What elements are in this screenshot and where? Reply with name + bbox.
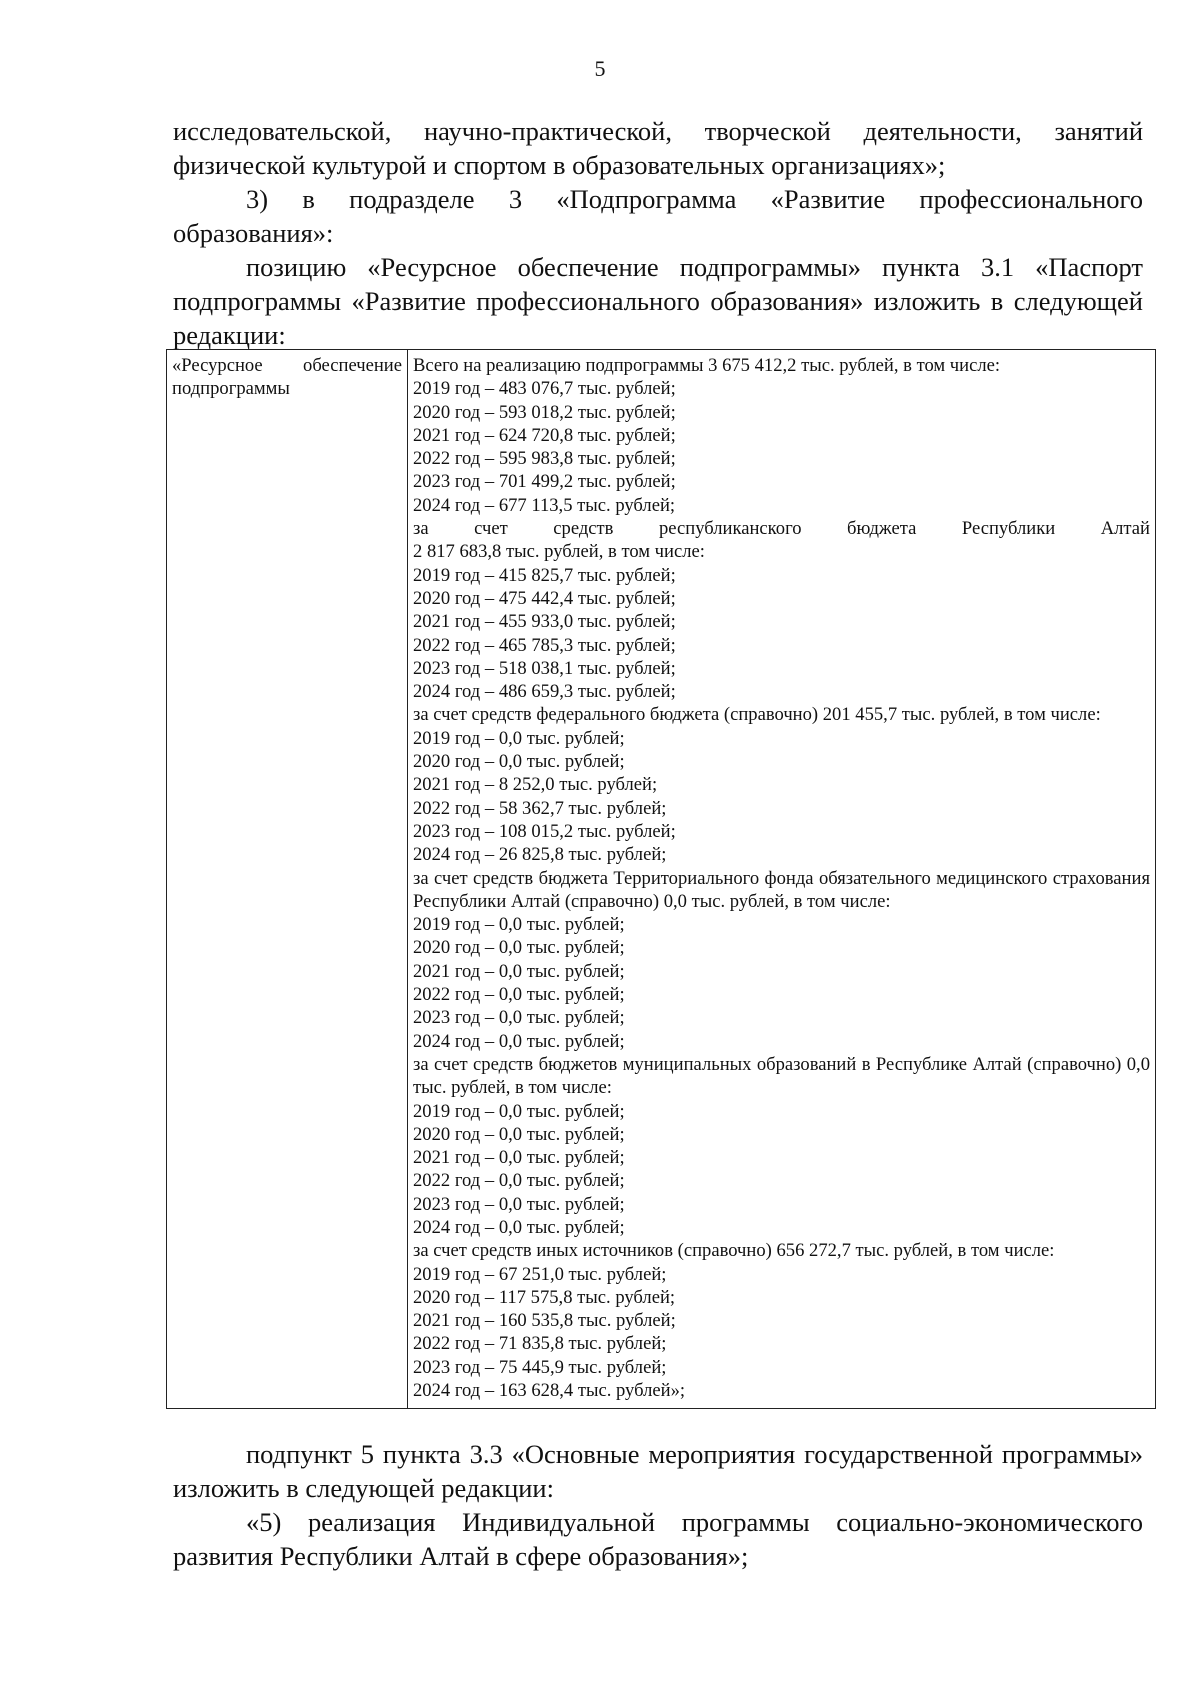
year-line: 2024 год – 0,0 тыс. рублей; (413, 1216, 625, 1238)
federal-years-list (413, 727, 1150, 867)
paragraph-continuation: исследовательской, научно-практической, творческой деятельности, занятий физической культурой и спортом в образовательных организациях»; (173, 116, 1143, 180)
year-line: 2020 год – 593 018,2 тыс. рублей; (413, 401, 676, 423)
year-line: 2019 год – 0,0 тыс. рублей; (413, 727, 625, 749)
page-number: 5 (594, 56, 606, 81)
fund-years-list (413, 913, 1150, 1053)
year-line: 2020 год – 0,0 тыс. рублей; (413, 751, 625, 773)
year-line: 2024 год – 677 113,5 тыс. рублей; (413, 494, 676, 516)
year-line: 2019 год – 67 251,0 тыс. рублей; (413, 1263, 667, 1285)
republic-line-2: 2 817 683,8 тыс. рублей, в том числе: (413, 541, 705, 563)
label-word-resource: «Ресурсное (172, 355, 263, 376)
year-line: 2024 год – 163 628,4 тыс. рублей»; (413, 1380, 686, 1402)
year-line: 2019 год – 0,0 тыс. рублей; (413, 914, 625, 936)
resources-label-cell (167, 350, 408, 1409)
year-line: 2020 год – 117 575,8 тыс. рублей; (413, 1286, 676, 1308)
resources-value-cell (408, 350, 1156, 1409)
year-line: 2021 год – 455 933,0 тыс. рублей; (413, 611, 676, 633)
year-line: 2022 год – 465 785,3 тыс. рублей; (413, 634, 676, 656)
closing-text (173, 1437, 1143, 1573)
municipal-years-list (413, 1100, 1150, 1240)
year-line: 2023 год – 0,0 тыс. рублей; (413, 1007, 625, 1029)
table-row (167, 350, 1156, 1409)
year-line: 2021 год – 0,0 тыс. рублей; (413, 960, 625, 982)
republic-years-list (413, 564, 1150, 704)
municipal-text: за счет средств бюджетов муниципальных образований в Республике Алтай (справочно) 0,0 тыс. рублей, в том числе: (413, 1053, 1150, 1099)
intro-text (173, 114, 1143, 352)
year-line: 2019 год – 415 825,7 тыс. рублей; (413, 564, 676, 586)
other-text: за счет средств иных источников (справочно) 656 272,7 тыс. рублей, в том числе: (413, 1240, 1055, 1262)
total-years-list (413, 377, 1150, 517)
year-line: 2020 год – 475 442,4 тыс. рублей; (413, 587, 676, 609)
year-line: 2023 год – 0,0 тыс. рублей; (413, 1193, 625, 1215)
year-line: 2022 год – 595 983,8 тыс. рублей; (413, 448, 676, 470)
resources-table (166, 349, 1156, 1409)
year-line: 2023 год – 701 499,2 тыс. рублей; (413, 471, 676, 493)
year-line: 2020 год – 0,0 тыс. рублей; (413, 1123, 625, 1145)
paragraph-subsection-3: 3) в подразделе 3 «Подпрограмма «Развитие профессионального образования»: (173, 184, 1143, 248)
republic-line-1: за счет средств республиканского бюджета Республики Алтай (413, 518, 1150, 540)
year-line: 2023 год – 108 015,2 тыс. рублей; (413, 820, 676, 842)
year-line: 2024 год – 26 825,8 тыс. рублей; (413, 844, 667, 866)
year-line: 2022 год – 0,0 тыс. рублей; (413, 1170, 625, 1192)
label-word-provision: обеспечение (303, 355, 402, 376)
year-line: 2021 год – 0,0 тыс. рублей; (413, 1147, 625, 1169)
fund-text: за счет средств бюджета Территориального фонда обязательного медицинского страхования Республики Алтай (справочно) 0,0 тыс. рублей, в том числе: (413, 867, 1150, 912)
year-line: 2023 год – 518 038,1 тыс. рублей; (413, 657, 676, 679)
year-line: 2019 год – 483 076,7 тыс. рублей; (413, 378, 676, 400)
year-line: 2024 год – 0,0 тыс. рублей; (413, 1030, 625, 1052)
paragraph-position-resources: позицию «Ресурсное обеспечение подпрограммы» пункта 3.1 «Паспорт подпрограммы «Развитие профессионального образования» изложить в следующей редакции: (173, 252, 1143, 350)
year-line: 2024 год – 486 659,3 тыс. рублей; (413, 681, 676, 703)
total-line: Всего на реализацию подпрограммы 3 675 412,2 тыс. рублей, в том числе: (413, 355, 1001, 376)
year-line: 2022 год – 71 835,8 тыс. рублей; (413, 1333, 667, 1355)
year-line: 2019 год – 0,0 тыс. рублей; (413, 1100, 625, 1122)
label-first-line (172, 354, 402, 377)
paragraph-item-5-text: «5) реализация Индивидуальной программы социально-экономического развития Республики Алтай в сфере образования»; (173, 1507, 1143, 1571)
year-line: 2022 год – 58 362,7 тыс. рублей; (413, 797, 667, 819)
federal-text: за счет средств федерального бюджета (справочно) 201 455,7 тыс. рублей, в том числе: (413, 704, 1101, 726)
year-line: 2021 год – 8 252,0 тыс. рублей; (413, 774, 658, 796)
year-line: 2021 год – 160 535,8 тыс. рублей; (413, 1310, 676, 1332)
year-line: 2021 год – 624 720,8 тыс. рублей; (413, 424, 676, 446)
label-second-line: подпрограммы (172, 378, 290, 400)
year-line: 2022 год – 0,0 тыс. рублей; (413, 984, 625, 1006)
other-years-list (413, 1263, 1150, 1403)
year-line: 2023 год – 75 445,9 тыс. рублей; (413, 1356, 667, 1378)
year-line: 2020 год – 0,0 тыс. рублей; (413, 937, 625, 959)
paragraph-subitem-5: подпункт 5 пункта 3.3 «Основные мероприятия государственной программы» изложить в следующей редакции: (173, 1439, 1143, 1503)
